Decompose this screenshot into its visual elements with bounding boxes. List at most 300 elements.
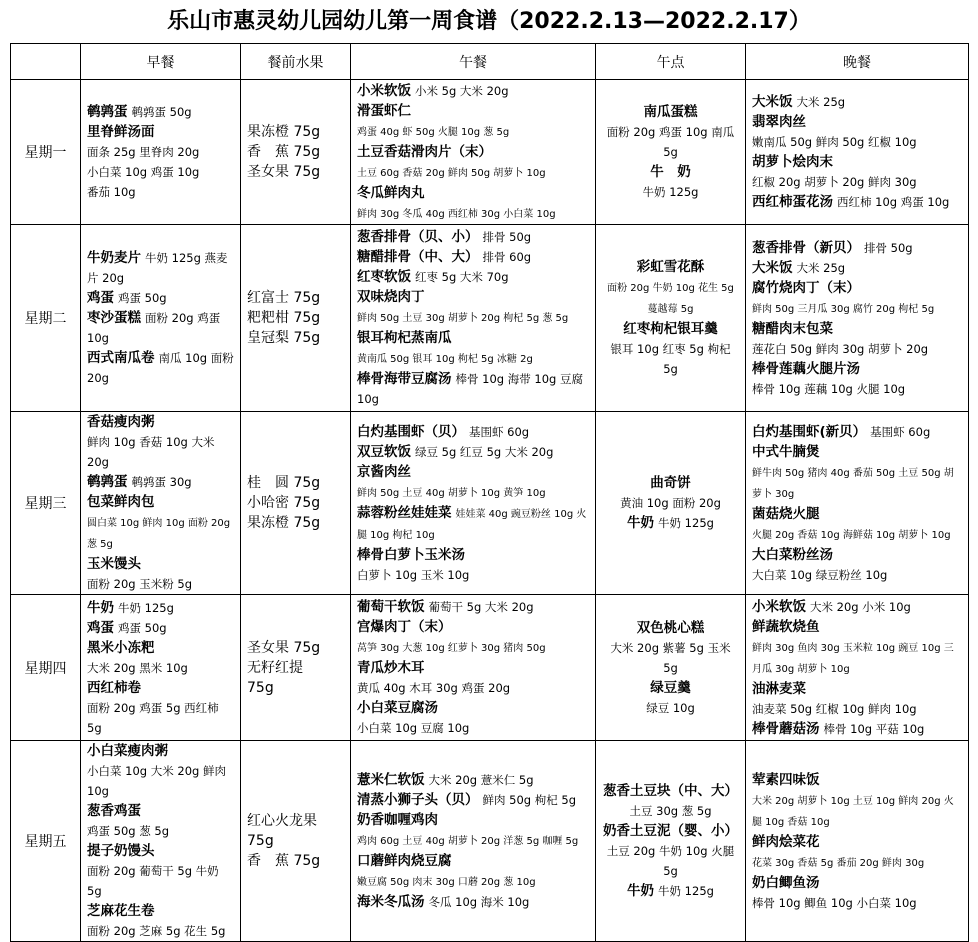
menu-line — [752, 192, 962, 212]
ingredient-text: 鸡蛋 50g — [117, 291, 167, 305]
dish-name: 棒骨海带豆腐汤 — [357, 371, 452, 387]
menu-line — [602, 473, 739, 493]
menu-line — [87, 741, 234, 761]
menu-line — [357, 101, 589, 121]
menu-line — [752, 852, 962, 873]
menu-line — [357, 503, 589, 545]
dish-name: 宫爆肉丁（末） — [357, 619, 452, 635]
dish-name: 大米饭 — [752, 94, 793, 110]
menu-line — [357, 227, 589, 247]
dinner-cell — [746, 741, 969, 942]
fruit-cell — [241, 412, 351, 595]
dish-name: 南瓜蛋糕 — [643, 104, 698, 120]
ingredient-text: 黄南瓜 50g 银耳 10g 枸杞 5g 冰糖 2g — [357, 354, 533, 365]
menu-line — [357, 442, 589, 462]
ingredient-text: 土豆 30g 葱 5g — [629, 804, 712, 818]
menu-line — [357, 830, 589, 851]
dish-name: 芝麻花生卷 — [87, 903, 155, 919]
dish-name: 彩虹雪花酥 — [636, 259, 705, 275]
menu-line — [752, 319, 962, 339]
menu-line — [87, 248, 234, 288]
menu-line — [602, 162, 739, 182]
fruit-item: 果冻橙 75g — [247, 515, 321, 531]
ingredient-text: 鲜肉 50g 土豆 40g 胡萝卜 10g 黄笋 10g — [357, 487, 546, 499]
day-label: 星期二 — [11, 225, 81, 412]
fruit-item: 无籽红提 — [247, 659, 303, 676]
menu-table — [10, 43, 969, 942]
dish-name: 曲奇饼 — [650, 475, 691, 491]
ingredient-text: 西红柿 10g 鸡蛋 10g — [836, 195, 950, 209]
dish-name: 冬瓜鲜肉丸 — [357, 184, 425, 201]
ingredient-text: 番茄 10g — [87, 185, 136, 199]
menu-line — [357, 162, 589, 183]
menu-line — [752, 699, 962, 719]
dish-name: 糖醋排骨（中、大） — [357, 249, 479, 265]
menu-line — [87, 308, 234, 348]
dish-name: 京酱肉丝 — [357, 463, 411, 480]
ingredient-text: 小白菜 10g 豆腐 10g — [357, 721, 470, 735]
menu-line — [87, 921, 234, 941]
lunch-cell — [351, 412, 596, 595]
day-row — [11, 225, 969, 412]
ingredient-text: 面条 25g 里脊肉 20g — [87, 145, 200, 159]
menu-line — [357, 121, 589, 142]
menu-line — [752, 92, 962, 112]
ingredient-text: 鹌鹑蛋 30g — [131, 475, 192, 489]
menu-line — [357, 718, 589, 738]
ingredient-text: 小白菜 10g 大米 20g 鲜肉 10g — [87, 764, 226, 798]
menu-line — [752, 545, 962, 565]
ingredient-text: 鲜肉 30g 冬瓜 40g 西红柿 30g 小白菜 10g — [357, 208, 556, 220]
fruit-item: 红心火龙果 — [247, 813, 317, 829]
breakfast-cell — [81, 80, 241, 225]
dish-name: 西红柿卷 — [87, 679, 141, 696]
fruit-item: 75g — [247, 679, 274, 696]
dish-name: 小米软饭 — [752, 598, 806, 615]
menu-line — [752, 770, 962, 790]
menu-line — [602, 257, 739, 277]
ingredient-text: 银耳 10g 红枣 5g 枸杞 5g — [610, 342, 731, 376]
day-row — [11, 80, 969, 225]
menu-line — [602, 618, 739, 638]
dinner-cell — [746, 225, 969, 412]
menu-line — [87, 698, 234, 738]
ingredient-text: 红椒 20g 胡萝卜 20g 鲜肉 30g — [752, 175, 917, 189]
ingredient-text: 小白菜 10g 鸡蛋 10g — [87, 165, 200, 179]
day-label: 星期三 — [11, 412, 81, 595]
menu-line — [87, 472, 234, 492]
dish-name: 清蒸小狮子头（贝） — [357, 792, 479, 808]
menu-line — [357, 698, 589, 718]
menu-line — [357, 267, 589, 287]
menu-line — [357, 348, 589, 369]
snack-cell — [596, 595, 746, 741]
dish-name: 小米软饭 — [357, 82, 411, 99]
dish-name: 双豆软饭 — [357, 443, 411, 460]
ingredient-text: 红枣 5g 大米 70g — [414, 270, 509, 284]
dish-name: 西式南瓜卷 — [87, 350, 155, 366]
ingredient-text: 南瓜 10g 面粉 20g — [87, 351, 234, 385]
ingredient-text: 大米 25g — [796, 95, 846, 109]
dish-name: 牛奶 — [627, 883, 655, 899]
dish-name: 牛 奶 — [650, 164, 691, 180]
ingredient-text: 绿豆 5g 红豆 5g 大米 20g — [414, 444, 554, 459]
menu-line — [602, 801, 739, 821]
menu-line — [87, 102, 234, 122]
ingredient-text: 大米 20g 胡萝卜 10g 土豆 10g 鲜肉 20g 火腿 10g 香菇 10g — [752, 795, 954, 828]
fruit-item: 粑粑柑 75g — [247, 310, 321, 326]
dinner-cell — [746, 80, 969, 225]
ingredient-text: 大米 20g 黑米 10g — [87, 660, 188, 675]
menu-line — [87, 348, 234, 388]
ingredient-text: 大米 20g 紫薯 5g 玉米 5g — [610, 640, 731, 675]
menu-line — [357, 247, 589, 267]
ingredient-text: 面粉 20g 牛奶 10g 花生 5g 蔓越莓 5g — [607, 283, 734, 315]
menu-line — [357, 810, 589, 830]
menu-line — [87, 821, 234, 841]
dish-name: 棒骨莲藕火腿片汤 — [752, 360, 860, 377]
menu-line — [752, 617, 962, 637]
breakfast-cell — [81, 225, 241, 412]
fruit-cell — [241, 225, 351, 412]
dish-name: 棒骨白萝卜玉米汤 — [357, 546, 465, 563]
menu-line — [357, 617, 589, 637]
ingredient-text: 鸡蛋 50g — [117, 620, 167, 635]
dish-name: 枣沙蛋糕 — [87, 310, 141, 326]
menu-line — [87, 801, 234, 821]
snack-cell — [596, 80, 746, 225]
menu-line — [752, 238, 962, 258]
menu-line — [87, 162, 234, 182]
menu-line — [752, 504, 962, 524]
day-row — [11, 741, 969, 942]
menu-line — [602, 698, 739, 718]
menu-line — [752, 719, 962, 739]
menu-line — [602, 841, 739, 881]
menu-line — [87, 412, 234, 432]
ingredient-text: 棒骨 10g 海带 10g 豆腐 10g — [357, 372, 583, 406]
dish-name: 葱香排骨（新贝） — [752, 239, 860, 256]
dish-name: 菌菇烧火腿 — [752, 505, 820, 522]
menu-line — [752, 359, 962, 379]
dish-name: 葱香鸡蛋 — [87, 803, 141, 819]
dish-name: 双味烧肉丁 — [357, 289, 425, 305]
dish-name: 小白菜豆腐汤 — [357, 700, 438, 716]
ingredient-text: 棒骨 10g 鲫鱼 10g 小白菜 10g — [752, 895, 917, 910]
menu-line — [357, 678, 589, 698]
ingredient-text: 面粉 20g 鸡蛋 10g 南瓜 5g — [606, 125, 735, 159]
menu-line — [87, 658, 234, 678]
dish-name: 白灼基围虾(新贝） — [752, 423, 867, 440]
ingredient-text: 圆白菜 10g 鲜肉 10g 面粉 20g 葱 5g — [87, 518, 231, 550]
dish-name: 鸡蛋 — [87, 290, 114, 306]
menu-line — [357, 328, 589, 348]
fruit-cell — [241, 80, 351, 225]
menu-line — [752, 298, 962, 319]
column-header — [11, 44, 81, 80]
ingredient-text: 油麦菜 50g 红椒 10g 鲜肉 10g — [752, 701, 917, 716]
dish-name: 奶白鲫鱼汤 — [752, 874, 820, 891]
menu-line — [602, 122, 739, 162]
dish-name: 葱香排骨（贝、小） — [357, 229, 479, 245]
dish-name: 油淋麦菜 — [752, 680, 806, 697]
menu-line — [752, 132, 962, 152]
dish-name: 大白菜粉丝汤 — [752, 546, 833, 563]
menu-line — [87, 638, 234, 658]
ingredient-text: 排骨 60g — [482, 250, 532, 264]
menu-line — [602, 678, 739, 698]
ingredient-text: 大白菜 10g 绿豆粉丝 10g — [752, 567, 888, 582]
day-label: 星期一 — [11, 80, 81, 225]
dish-name: 奶香土豆泥（婴、小） — [603, 823, 738, 839]
day-row — [11, 412, 969, 595]
ingredient-text: 面粉 20g 玉米粉 5g — [87, 577, 193, 591]
menu-line — [87, 492, 234, 512]
page-title: 乐山市惠灵幼儿园幼儿第一周食谱（2022.2.13—2022.2.17） — [167, 9, 811, 34]
dish-name: 双色桃心糕 — [636, 619, 705, 636]
menu-line — [602, 638, 739, 678]
menu-line — [357, 871, 589, 892]
menu-line — [752, 172, 962, 192]
ingredient-text: 绿豆 10g — [646, 700, 695, 715]
dish-name: 荤素四味饭 — [752, 771, 820, 788]
day-label: 星期五 — [11, 741, 81, 942]
ingredient-text: 鲜肉 30g 鱼肉 30g 玉米粒 10g 豌豆 10g 三月瓜 30g 胡萝卜 10g — [752, 642, 954, 675]
menu-line — [357, 851, 589, 871]
lunch-cell — [351, 595, 596, 741]
ingredient-text: 基围虾 60g — [870, 424, 931, 439]
ingredient-text: 面粉 20g 葡萄干 5g 牛奶 5g — [87, 864, 219, 898]
ingredient-text: 基围虾 60g — [468, 424, 530, 439]
menu-line — [87, 761, 234, 801]
ingredient-text: 小米 5g 大米 20g — [414, 83, 509, 98]
menu-line — [602, 513, 739, 533]
ingredient-text: 土豆 20g 牛奶 10g 火腿 5g — [606, 844, 735, 878]
dish-name: 蒜蓉粉丝娃娃菜 — [357, 504, 452, 521]
breakfast-cell — [81, 741, 241, 942]
dish-name: 大米饭 — [752, 259, 793, 276]
column-header: 餐前水果 — [241, 44, 351, 80]
ingredient-text: 火腿 20g 香菇 10g 海鲜菇 10g 胡萝卜 10g — [752, 529, 951, 541]
ingredient-text: 大米 20g 小米 10g — [809, 599, 911, 614]
menu-line — [357, 462, 589, 482]
menu-line — [602, 881, 739, 901]
ingredient-text: 牛奶 125g 燕麦片 20g — [87, 251, 228, 285]
ingredient-text: 鲜肉 50g 枸杞 5g — [482, 793, 576, 807]
dinner-cell — [746, 412, 969, 595]
ingredient-text: 排骨 50g — [863, 240, 913, 255]
breakfast-cell — [81, 595, 241, 741]
ingredient-text: 排骨 50g — [482, 230, 532, 244]
dish-name: 里脊鲜汤面 — [87, 124, 155, 140]
menu-line — [87, 678, 234, 698]
menu-line — [87, 122, 234, 142]
ingredient-text: 白萝卜 10g 玉米 10g — [357, 567, 470, 582]
menu-line — [357, 81, 589, 101]
menu-line — [752, 679, 962, 699]
ingredient-text: 鲜肉 10g 香菇 10g 大米 20g — [87, 435, 215, 469]
lunch-cell — [351, 225, 596, 412]
dish-name: 葱香土豆块（中、大） — [603, 783, 738, 799]
menu-line — [752, 462, 962, 504]
menu-line — [357, 545, 589, 565]
header-row — [11, 44, 969, 80]
ingredient-text: 黄瓜 40g 木耳 30g 鸡蛋 20g — [357, 681, 511, 695]
dish-name: 小白菜瘦肉粥 — [87, 743, 168, 759]
menu-line — [752, 832, 962, 852]
column-header: 早餐 — [81, 44, 241, 80]
menu-line — [357, 482, 589, 503]
menu-line — [357, 183, 589, 203]
menu-line — [87, 901, 234, 921]
fruit-cell — [241, 595, 351, 741]
menu-line — [752, 442, 962, 462]
fruit-item: 桂 圆 75g — [247, 475, 321, 491]
menu-line — [752, 422, 962, 442]
day-row — [11, 595, 969, 741]
ingredient-text: 葡萄干 5g 大米 20g — [428, 600, 534, 614]
lunch-cell — [351, 80, 596, 225]
ingredient-text: 鸡肉 60g 土豆 40g 胡萝卜 20g 洋葱 5g 咖喱 5g — [357, 836, 579, 847]
fruit-item: 香 蕉 75g — [247, 144, 321, 160]
ingredient-text: 面粉 20g 芝麻 5g 花生 5g — [87, 924, 226, 938]
fruit-item: 香 蕉 75g — [247, 853, 321, 869]
menu-line — [87, 288, 234, 308]
dish-name: 鸡蛋 — [87, 619, 114, 636]
dish-name: 翡翠肉丝 — [752, 114, 806, 130]
menu-line — [357, 770, 589, 790]
ingredient-text: 面粉 20g 鸡蛋 5g 西红柿 5g — [87, 700, 219, 735]
breakfast-cell — [81, 412, 241, 595]
menu-line — [602, 821, 739, 841]
menu-line — [357, 637, 589, 658]
dish-name: 鹌鹑蛋 — [87, 474, 128, 490]
dish-name: 香菇瘦肉粥 — [87, 414, 155, 430]
menu-line — [752, 278, 962, 298]
snack-cell — [596, 741, 746, 942]
menu-line — [752, 152, 962, 172]
dish-name: 海米冬瓜汤 — [357, 894, 425, 910]
menu-line — [87, 618, 234, 638]
dish-name: 鹌鹑蛋 — [87, 104, 128, 120]
menu-line — [357, 565, 589, 585]
menu-line — [752, 565, 962, 585]
menu-line — [87, 574, 234, 594]
menu-line — [752, 893, 962, 913]
ingredient-text: 嫩南瓜 50g 鲜肉 50g 红椒 10g — [752, 135, 917, 149]
ingredient-text: 花菜 30g 香菇 5g 番茄 20g 鲜肉 30g — [752, 857, 925, 869]
menu-line — [87, 142, 234, 162]
menu-line — [87, 512, 234, 554]
dish-name: 土豆香菇滑肉片（末） — [357, 143, 492, 160]
dish-name: 牛奶 — [87, 599, 114, 616]
dish-name: 银耳枸杞蒸南瓜 — [357, 330, 452, 346]
ingredient-text: 棒骨 10g 平菇 10g — [823, 721, 925, 736]
ingredient-text: 娃娃菜 40g 豌豆粉丝 10g 火腿 10g 枸杞 10g — [357, 508, 587, 541]
dish-name: 青瓜炒木耳 — [357, 660, 425, 676]
ingredient-text: 鲜肉 50g 土豆 30g 胡萝卜 20g 枸杞 5g 葱 5g — [357, 313, 569, 324]
menu-line — [87, 182, 234, 202]
dish-name: 红枣枸杞银耳羹 — [623, 321, 718, 337]
menu-line — [752, 112, 962, 132]
lunch-cell — [351, 741, 596, 942]
fruit-item: 红富士 75g — [247, 290, 321, 306]
menu-line — [357, 892, 589, 912]
menu-line — [357, 369, 589, 409]
dish-name: 鲜蔬软烧鱼 — [752, 618, 820, 635]
ingredient-text: 莴笋 30g 大葱 10g 红萝卜 30g 猪肉 50g — [357, 643, 546, 654]
fruit-item: 小哈密 75g — [247, 495, 321, 511]
dish-name: 牛奶 — [627, 515, 655, 531]
dish-name: 滑蛋虾仁 — [357, 102, 411, 119]
snack-cell — [596, 225, 746, 412]
menu-line — [602, 781, 739, 801]
dish-name: 黑米小冻粑 — [87, 639, 155, 656]
dish-name: 白灼基围虾（贝） — [357, 423, 465, 440]
ingredient-text: 鲜牛肉 50g 猪肉 40g 番茄 50g 土豆 50g 胡萝卜 30g — [752, 467, 954, 500]
dish-name: 奶香咖喱鸡肉 — [357, 812, 438, 828]
menu-line — [602, 182, 739, 202]
menu-line — [752, 790, 962, 832]
dish-name: 棒骨蘑菇汤 — [752, 720, 820, 737]
menu-line — [752, 873, 962, 893]
ingredient-text: 鲜肉 50g 三月瓜 30g 腐竹 20g 枸杞 5g — [752, 303, 935, 315]
dish-name: 牛奶麦片 — [87, 250, 141, 266]
ingredient-text: 大米 20g 薏米仁 5g — [428, 773, 534, 787]
ingredient-text: 鸡蛋 50g 葱 5g — [87, 824, 170, 838]
ingredient-text: 冬瓜 10g 海米 10g — [428, 895, 530, 909]
dish-name: 薏米仁软饭 — [357, 772, 425, 788]
menu-line — [752, 258, 962, 278]
dish-name: 糖醋肉末包菜 — [752, 320, 833, 337]
dish-name: 口蘑鲜肉烧豆腐 — [357, 853, 452, 869]
menu-line — [357, 203, 589, 224]
fruit-item: 75g — [247, 833, 274, 849]
menu-line — [602, 339, 739, 379]
menu-line — [357, 790, 589, 810]
ingredient-text: 嫩豆腐 50g 肉末 30g 口蘑 20g 葱 10g — [357, 877, 536, 888]
ingredient-text: 鹌鹑蛋 50g — [131, 105, 192, 119]
dish-name: 葡萄干软饭 — [357, 599, 425, 615]
dish-name: 中式牛腩煲 — [752, 443, 820, 460]
dish-name: 包菜鲜肉包 — [87, 494, 155, 510]
menu-line — [357, 597, 589, 617]
fruit-item: 皇冠梨 75g — [247, 330, 321, 346]
dish-name: 西红柿蛋花汤 — [752, 194, 833, 210]
column-header: 晚餐 — [746, 44, 969, 80]
ingredient-text: 牛奶 125g — [642, 185, 699, 199]
ingredient-text: 莲花白 50g 鲜肉 30g 胡萝卜 20g — [752, 341, 929, 356]
menu-line — [357, 307, 589, 328]
dish-name: 鲜肉烩菜花 — [752, 833, 820, 850]
menu-line — [752, 524, 962, 545]
dish-name: 胡萝卜烩肉末 — [752, 154, 833, 170]
ingredient-text: 大米 25g — [796, 260, 846, 275]
menu-line — [752, 597, 962, 617]
ingredient-text: 牛奶 125g — [658, 516, 714, 530]
fruit-item: 圣女果 75g — [247, 164, 321, 180]
menu-line — [87, 432, 234, 472]
menu-line — [752, 637, 962, 679]
ingredient-text: 土豆 60g 香菇 20g 鲜肉 50g 胡萝卜 10g — [357, 167, 546, 179]
menu-line — [357, 658, 589, 678]
menu-line — [752, 379, 962, 399]
column-header: 午餐 — [351, 44, 596, 80]
menu-line — [357, 287, 589, 307]
menu-line — [357, 142, 589, 162]
column-header: 午点 — [596, 44, 746, 80]
ingredient-text: 棒骨 10g 莲藕 10g 火腿 10g — [752, 381, 906, 396]
